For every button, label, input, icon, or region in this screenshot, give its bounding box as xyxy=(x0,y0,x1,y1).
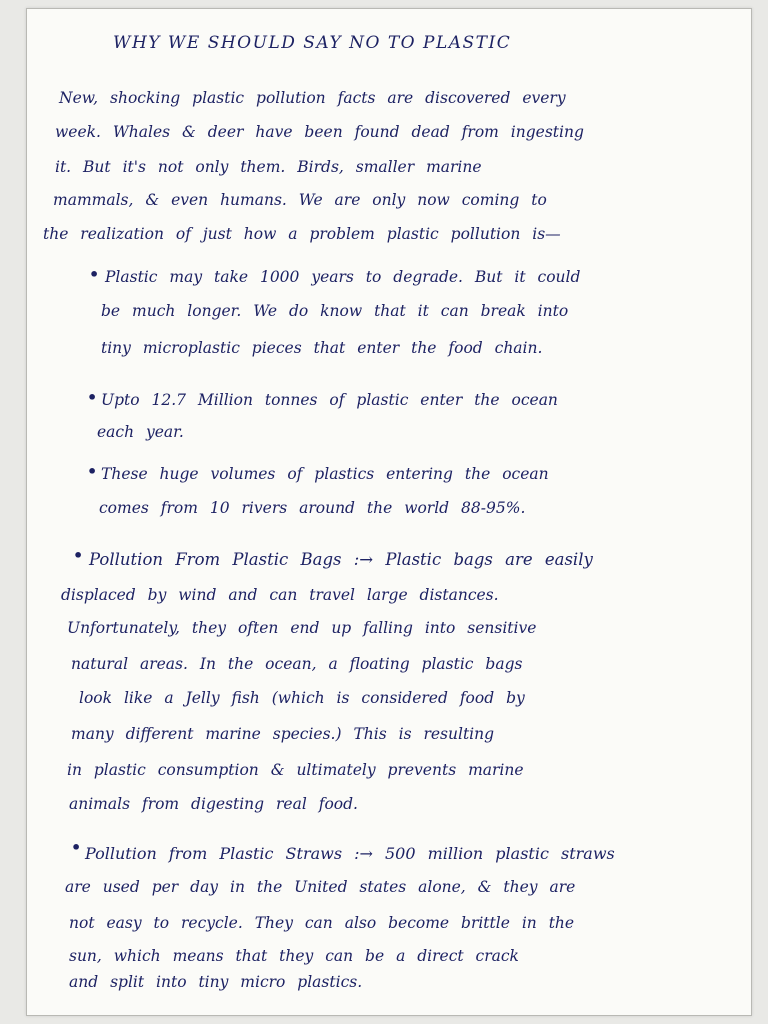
intro-line: New, shocking plastic pollution facts are discovered every xyxy=(59,89,566,107)
point-line: tiny microplastic pieces that enter the food chain. xyxy=(101,339,543,357)
section-line: not easy to recycle. They can also become brittle in the xyxy=(69,914,575,932)
intro-line: mammals, & even humans. We are only now coming to xyxy=(53,191,547,209)
intro-line: week. Whales & deer have been found dead from ingesting xyxy=(55,123,584,141)
page-title: WHY WE SHOULD SAY NO TO PLASTIC xyxy=(113,33,512,53)
section-line: displaced by wind and can travel large distances. xyxy=(61,586,499,604)
point-line: be much longer. We do know that it can break into xyxy=(101,302,569,320)
point-line: comes from 10 rivers around the world 88-95%. xyxy=(99,499,526,517)
section-line: sun, which means that they can be a direct crack xyxy=(69,947,519,965)
bullet-dot: • xyxy=(87,462,98,481)
section-line: Pollution from Plastic Straws :→ 500 million plastic straws xyxy=(85,844,615,863)
intro-line: the realization of just how a problem plastic pollution is— xyxy=(43,225,561,243)
point-line: These huge volumes of plastics entering the ocean xyxy=(101,465,549,483)
bullet-dot: • xyxy=(71,838,82,857)
section-line: and split into tiny micro plastics. xyxy=(69,973,363,991)
section-line: natural areas. In the ocean, a floating plastic bags xyxy=(71,655,523,673)
section-line: Pollution From Plastic Bags :→ Plastic bags are easily xyxy=(89,550,593,569)
point-line: Upto 12.7 Million tonnes of plastic enter the ocean xyxy=(101,391,558,409)
point-line: Plastic may take 1000 years to degrade. But it could xyxy=(105,268,581,286)
point-line: each year. xyxy=(97,423,184,441)
section-line: in plastic consumption & ultimately prevents marine xyxy=(67,761,524,779)
section-line: look like a Jelly fish (which is considered food by xyxy=(79,689,525,707)
notebook-page xyxy=(26,8,752,1016)
bullet-dot: • xyxy=(87,388,98,407)
intro-line: it. But it's not only them. Birds, smaller marine xyxy=(55,158,482,176)
section-line: Unfortunately, they often end up falling into sensitive xyxy=(67,619,537,637)
section-line: animals from digesting real food. xyxy=(69,795,358,813)
section-line: are used per day in the United states alone, & they are xyxy=(65,878,576,896)
bullet-dot: • xyxy=(73,546,84,565)
section-line: many different marine species.) This is resulting xyxy=(71,725,495,743)
bullet-dot: • xyxy=(89,265,100,284)
